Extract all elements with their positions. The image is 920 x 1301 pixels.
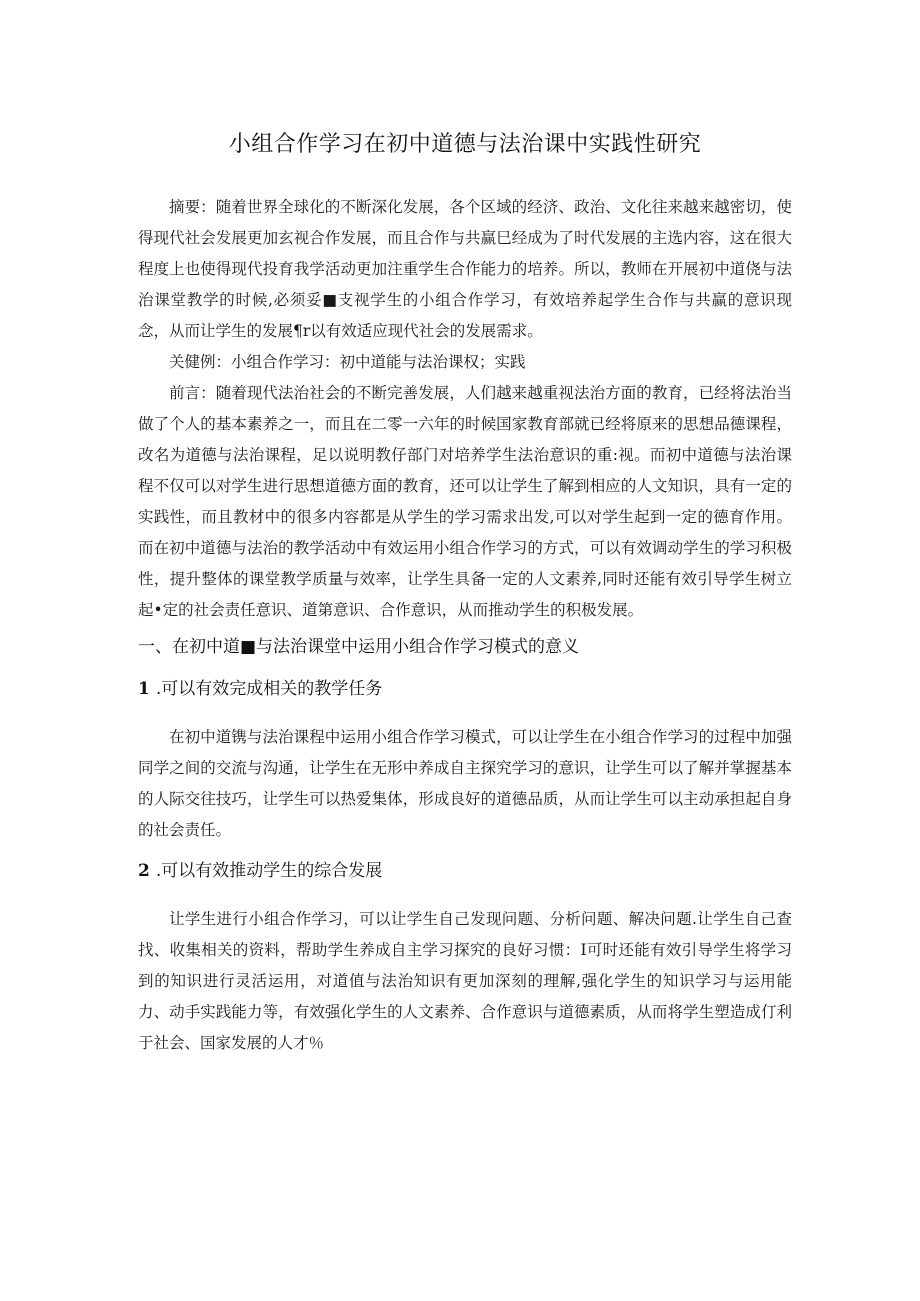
subsection-paragraph-1: 在初中道镌与法治课程中运用小组合作学习模式，可以让学生在小组合作学习的过程中加强同学之间的交流与沟通，让学生在无形中养成自主探究学习的意识，让学生可以了解并掌握基本的人际交往技巧，让学生可以热爱集体，形成良好的道德品质，从而让学生可以主动承担起自身的社会责任。 [138,728,792,839]
document-body [138,192,792,1059]
subsection-heading-1 [138,672,792,706]
preface-paragraph: 前言：随着现代法治社会的不断完善发展，人们越来越重视法治方面的教育，已经将法治当做了个人的基本素养之一，而且在二零一六年的时候国家教育部就已经将原来的思想品德课程，改名为道德与法治课程，足以说明教仔部门对培养学生法治意识的重:视。而初中道德与法治课程不仅可以对学生进行思想道德方面的教育，还可以让学生了解到相应的人文知识，具有一定的实践性，而且教材中的很多内容都是从学生的学习需求出发,可以对学生起到一定的德育作用。而在初中道德与法治的教学活动中有效运用小组合作学习的方式，可以有效调动学生的学习积极性，提升整体的课堂教学质量与效率，让学生具备一定的人文素养,同时还能有效引导学生树立起•定的社会责任意识、道第意识、合作意识，从而推动学生的积极发展。 [138,384,792,619]
subsection-title-2: .可以有效推动学生的综合发展 [155,861,383,881]
subsection-number-1: 1 [138,679,150,699]
section-heading-1: 一、在初中道■与法治课堂中运用小组合作学习模式的意义 [138,637,580,657]
abstract-paragraph: 摘要：随着世界全球化的不断深化发展，各个区域的经济、政治、文化往来越来越密切，使得现代社会发展更加玄视合作发展，而且合作与共赢巳经成为了时代发展的主选内容，这在很大程度上也使得现代投育我学活动更加注重学生合作能力的培养。所以，教师在开展初中道侥与法治课堂教学的时候,必须妥■支视学生的小组合作学习，有效培养起学生合作与共赢的意识现念，从而让学生的发展¶r以有效适应现代社会的发展需求。 [138,198,792,340]
keywords-paragraph: 关健例：小组合作学习：初中道能与法治课权；实践 [169,353,526,371]
subsection-number-2: 2 [138,861,150,881]
subsection-heading-2 [138,854,792,888]
subsection-paragraph-2: 让学生进行小组合作学习，可以让学生自己发现问题、分析问题、解决问题.让学生自己查找、收集相关的资料，帮助学生养成自主学习探究的良好习惯：I可时还能有效引导学生将学习到的知识进行灵活运用，对道值与法治知识有更加深刻的理解,强化学生的知识学习与运用能力、动手实践能力等，有效强化学生的人文素养、合作意识与道德素质，从而将学生塑造成仃利于社会、国家发展的人才％ [138,910,792,1052]
subsection-title-1: .可以有效完成相关的教学任务 [155,679,383,699]
page-title: 小组合作学习在初中道德与法治课中实践性研究 [228,132,702,157]
